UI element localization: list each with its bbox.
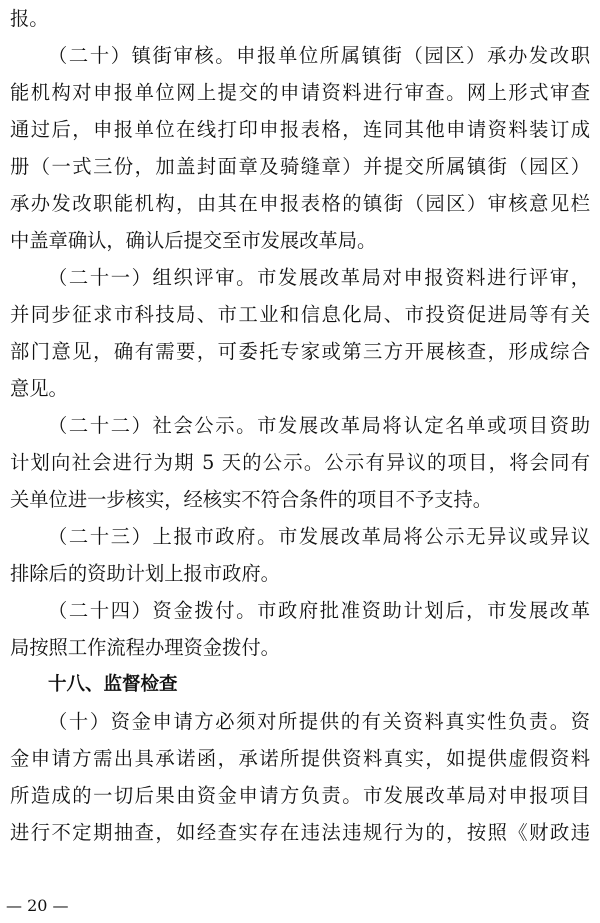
text-line: 意见。 bbox=[10, 377, 68, 400]
text-line: （二十一）组织评审。市发展改革局对申报资料进行评审， bbox=[48, 266, 590, 289]
text-line: 并同步征求市科技局、市工业和信息化局、市投资促进局等有关 bbox=[10, 303, 590, 326]
text-line: 册（一式三份，加盖封面章及骑缝章）并提交所属镇街（园区） bbox=[10, 155, 590, 178]
text-line: 局按照工作流程办理资金拨付。 bbox=[10, 636, 280, 659]
text-line: 能机构对申报单位网上提交的申请资料进行审查。网上形式审查 bbox=[10, 81, 590, 104]
text-line: 报。 bbox=[10, 7, 49, 30]
text-line: （二十）镇街审核。申报单位所属镇街（园区）承办发改职 bbox=[48, 44, 590, 67]
text-line: 中盖章确认，确认后提交至市发展改革局。 bbox=[10, 229, 377, 252]
text-line: （二十二）社会公示。市发展改革局将认定名单或项目资助 bbox=[48, 414, 590, 437]
text-line: 关单位进一步核实，经核实不符合条件的项目不予支持。 bbox=[10, 488, 493, 511]
text-line: 计划向社会进行为期 5 天的公示。公示有异议的项目，将会同有 bbox=[10, 451, 590, 474]
text-line: （十）资金申请方必须对所提供的有关资料真实性负责。资 bbox=[48, 710, 590, 733]
page-number: — 20 — bbox=[6, 896, 69, 915]
text-line: 进行不定期抽查，如经查实存在违法违规行为的，按照《财政违 bbox=[10, 821, 590, 844]
document-body bbox=[10, 0, 590, 851]
text-line: 金申请方需出具承诺函，承诺所提供资料真实，如提供虚假资料 bbox=[10, 747, 590, 770]
text-line: 排除后的资助计划上报市政府。 bbox=[10, 562, 280, 585]
text-line: 所造成的一切后果由资金申请方负责。市发展改革局对申报项目 bbox=[10, 784, 590, 807]
text-line: （二十三）上报市政府。市发展改革局将公示无异议或异议 bbox=[48, 525, 590, 548]
text-line: 承办发改职能机构，由其在申报表格的镇街（园区）审核意见栏 bbox=[10, 192, 590, 215]
text-line: （二十四）资金拨付。市政府批准资助计划后，市发展改革 bbox=[48, 599, 590, 622]
text-line: 通过后，申报单位在线打印申报表格，连同其他申请资料装订成 bbox=[10, 118, 590, 141]
section-heading: 十八、监督检查 bbox=[48, 674, 178, 695]
text-line: 部门意见，确有需要，可委托专家或第三方开展核查，形成综合 bbox=[10, 340, 590, 363]
